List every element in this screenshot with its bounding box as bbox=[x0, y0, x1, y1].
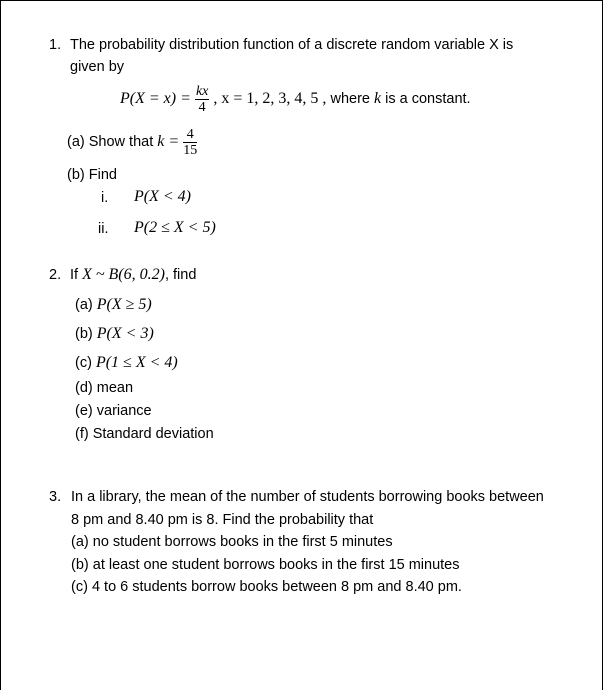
q1-part-b-ii-expr: P(2 ≤ X < 5) bbox=[134, 219, 216, 236]
q3-stem-line1: In a library, the mean of the number of students borrowing books between bbox=[71, 489, 544, 505]
q2-part-d bbox=[75, 379, 133, 397]
q1-formula-fraction bbox=[195, 84, 209, 115]
q2-part-a bbox=[75, 296, 152, 314]
q3-part-c bbox=[71, 578, 462, 596]
q2-part-a-label: (a) bbox=[75, 297, 93, 313]
q1-stem-line2: given by bbox=[70, 59, 125, 75]
q2-part-f-text: Standard deviation bbox=[92, 426, 214, 442]
q2-part-d-text: mean bbox=[96, 380, 134, 396]
q2-number: 2. bbox=[49, 267, 62, 283]
q2-part-d-label: (d) bbox=[75, 380, 93, 396]
q2-part-a-expr: P(X ≥ 5) bbox=[96, 296, 152, 313]
q2-stem bbox=[70, 266, 196, 284]
q1-part-a-num: 4 bbox=[183, 127, 197, 143]
q2-part-b bbox=[75, 325, 154, 343]
q1-part-a-fraction bbox=[183, 127, 197, 158]
q1-formula bbox=[120, 82, 471, 116]
q3-part-a bbox=[71, 533, 393, 551]
q2-part-e-text: variance bbox=[96, 403, 152, 419]
q2-part-e-label: (e) bbox=[75, 403, 93, 419]
q1-stem-line1: The probability distribution function of a discrete random variable X is bbox=[70, 37, 514, 53]
q1-part-a-den: 15 bbox=[183, 142, 198, 158]
q1-formula-domain: , x = 1, 2, 3, 4, 5 , bbox=[213, 90, 327, 107]
q1-formula-den: 4 bbox=[198, 99, 206, 115]
q3-stem-line2: 8 pm and 8.40 pm is 8. Find the probability that bbox=[71, 512, 374, 528]
q2-part-b-expr: P(X < 3) bbox=[96, 325, 154, 342]
q3-part-c-label: (c) bbox=[71, 579, 88, 595]
q3-part-a-label: (a) bbox=[71, 534, 89, 550]
q2-part-b-label: (b) bbox=[75, 326, 93, 342]
q2-part-f-label: (f) bbox=[75, 426, 89, 442]
q2-stem-suffix: , find bbox=[164, 267, 197, 283]
q2-part-c-expr: P(1 ≤ X < 4) bbox=[95, 354, 178, 371]
q3-number: 3. bbox=[49, 489, 62, 505]
q1-part-b-label: (b) Find bbox=[67, 167, 117, 183]
q1-part-a bbox=[67, 124, 197, 160]
q3-part-b bbox=[71, 556, 460, 574]
q2-part-c bbox=[75, 354, 178, 372]
q1-part-b-i-label: i. bbox=[101, 190, 109, 206]
q3-part-b-text: at least one student borrows books in the first 15 minutes bbox=[92, 557, 460, 573]
q1-part-a-k: k = bbox=[157, 133, 180, 150]
q1-formula-constant: is a constant. bbox=[385, 91, 471, 107]
q2-part-e bbox=[75, 402, 152, 420]
q2-stem-prefix: If bbox=[70, 267, 79, 283]
q2-stem-expr: X ~ B(6, 0.2) bbox=[82, 266, 165, 283]
q3-part-a-text: no student borrows books in the first 5 minutes bbox=[92, 534, 393, 550]
q1-part-b-ii-label: ii. bbox=[98, 221, 109, 237]
q3-part-b-label: (b) bbox=[71, 557, 89, 573]
q1-part-a-label: (a) Show that bbox=[67, 134, 154, 150]
q1-formula-where: where bbox=[330, 91, 370, 107]
q1-formula-num: kx bbox=[195, 83, 209, 99]
q1-part-b-i-expr: P(X < 4) bbox=[134, 188, 191, 205]
q1-number: 1. bbox=[49, 37, 62, 53]
q2-part-c-label: (c) bbox=[75, 355, 92, 371]
q3-part-c-text: 4 to 6 students borrow books between 8 pm and 8.40 pm. bbox=[91, 579, 462, 595]
q1-formula-k: k bbox=[374, 90, 382, 107]
q2-part-f bbox=[75, 425, 214, 443]
q1-formula-lhs: P(X = x) = bbox=[120, 90, 191, 107]
